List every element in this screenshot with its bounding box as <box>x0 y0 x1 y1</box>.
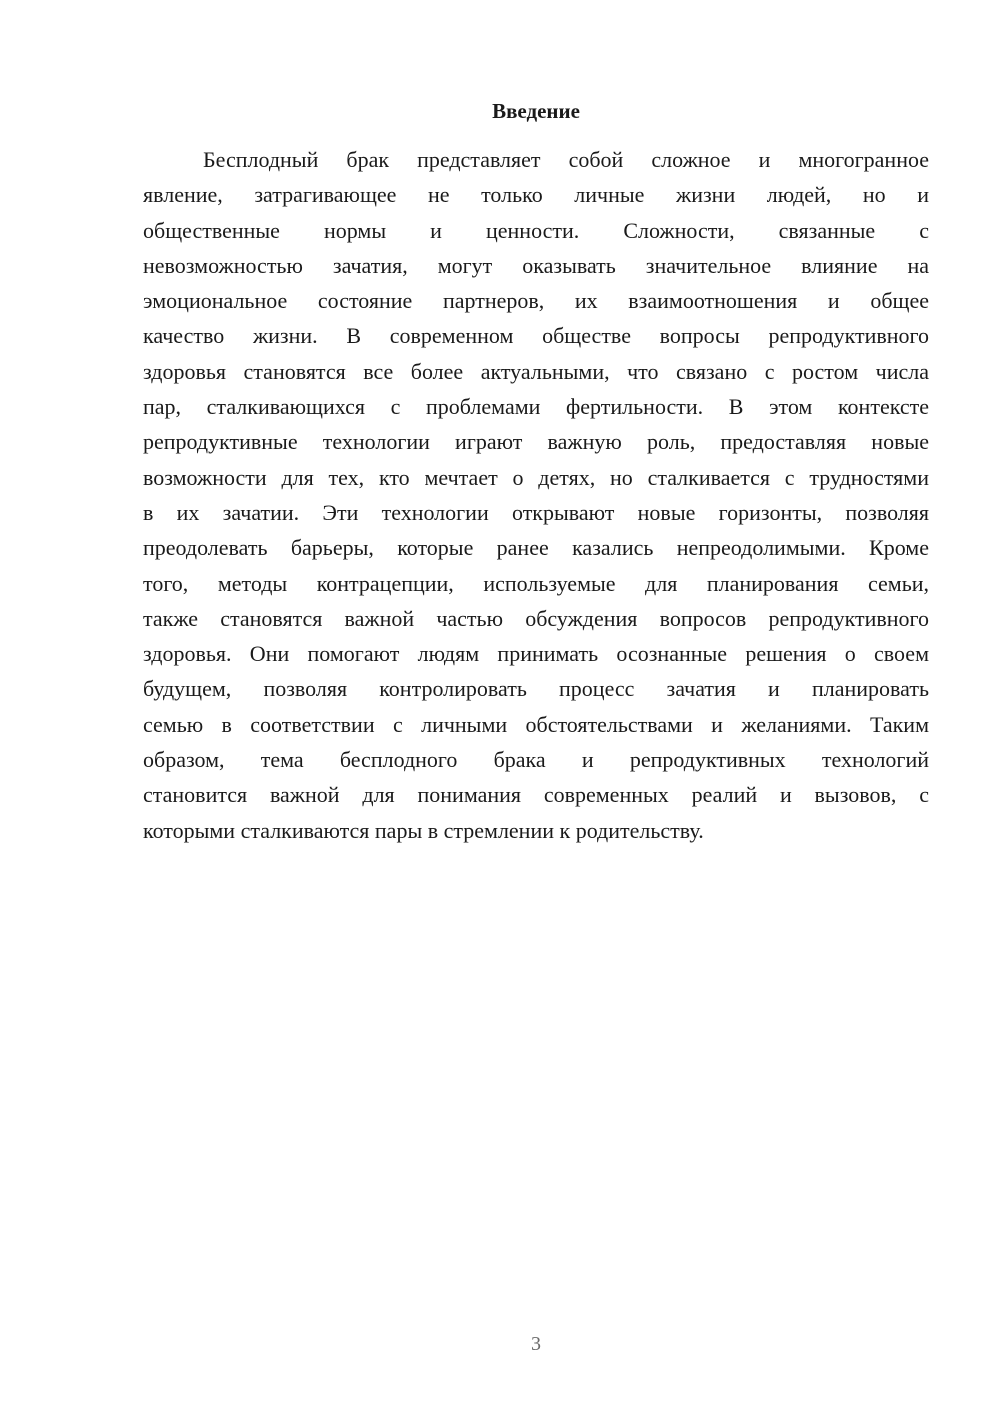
paragraph-line: явление, затрагивающее не только личные жизни людей, но и <box>143 182 929 208</box>
paragraph-line: общественные нормы и ценности. Сложности, связанные с <box>143 217 929 243</box>
paragraph-line: того, методы контрацепции, используемые для планирования семьи, <box>143 570 929 596</box>
paragraph-line: в их зачатии. Эти технологии открывают новые горизонты, позволяя <box>143 499 929 525</box>
paragraph-line: также становятся важной частью обсуждения вопросов репродуктивного <box>143 605 929 631</box>
paragraph-line: качество жизни. В современном обществе вопросы репродуктивного <box>143 323 929 349</box>
page-number: 3 <box>531 1333 541 1355</box>
paragraph-line: здоровья. Они помогают людям принимать осознанные решения о своем <box>143 641 929 667</box>
paragraph-line: невозможностью зачатия, могут оказывать значительное влияние на <box>143 252 929 278</box>
paragraph-line: Бесплодный брак представляет собой сложное и многогранное <box>203 147 929 172</box>
paragraph-line: преодолевать барьеры, которые ранее казались непреодолимыми. Кроме <box>143 535 929 561</box>
paragraph-line: репродуктивные технологии играют важную роль, предоставляя новые <box>143 429 929 455</box>
section-heading: Введение <box>492 99 580 123</box>
paragraph-line: которыми сталкиваются пары в стремлении к родительству. <box>143 817 704 843</box>
paragraph-line: становится важной для понимания современных реалий и вызовов, с <box>143 782 929 808</box>
paragraph-line: семью в соответствии с личными обстоятельствами и желаниями. Таким <box>143 711 929 737</box>
introduction-paragraph <box>143 142 929 848</box>
paragraph-line: будущем, позволяя контролировать процесс зачатия и планировать <box>143 676 929 702</box>
paragraph-line: пар, сталкивающихся с проблемами фертильности. В этом контексте <box>143 394 929 420</box>
paragraph-line: образом, тема бесплодного брака и репродуктивных технологий <box>143 747 929 773</box>
paragraph-line: здоровья становятся все более актуальными, что связано с ростом числа <box>143 358 929 384</box>
paragraph-line: эмоциональное состояние партнеров, их взаимоотношения и общее <box>143 288 929 314</box>
paragraph-line: возможности для тех, кто мечтает о детях, но сталкивается с трудностями <box>143 464 929 490</box>
